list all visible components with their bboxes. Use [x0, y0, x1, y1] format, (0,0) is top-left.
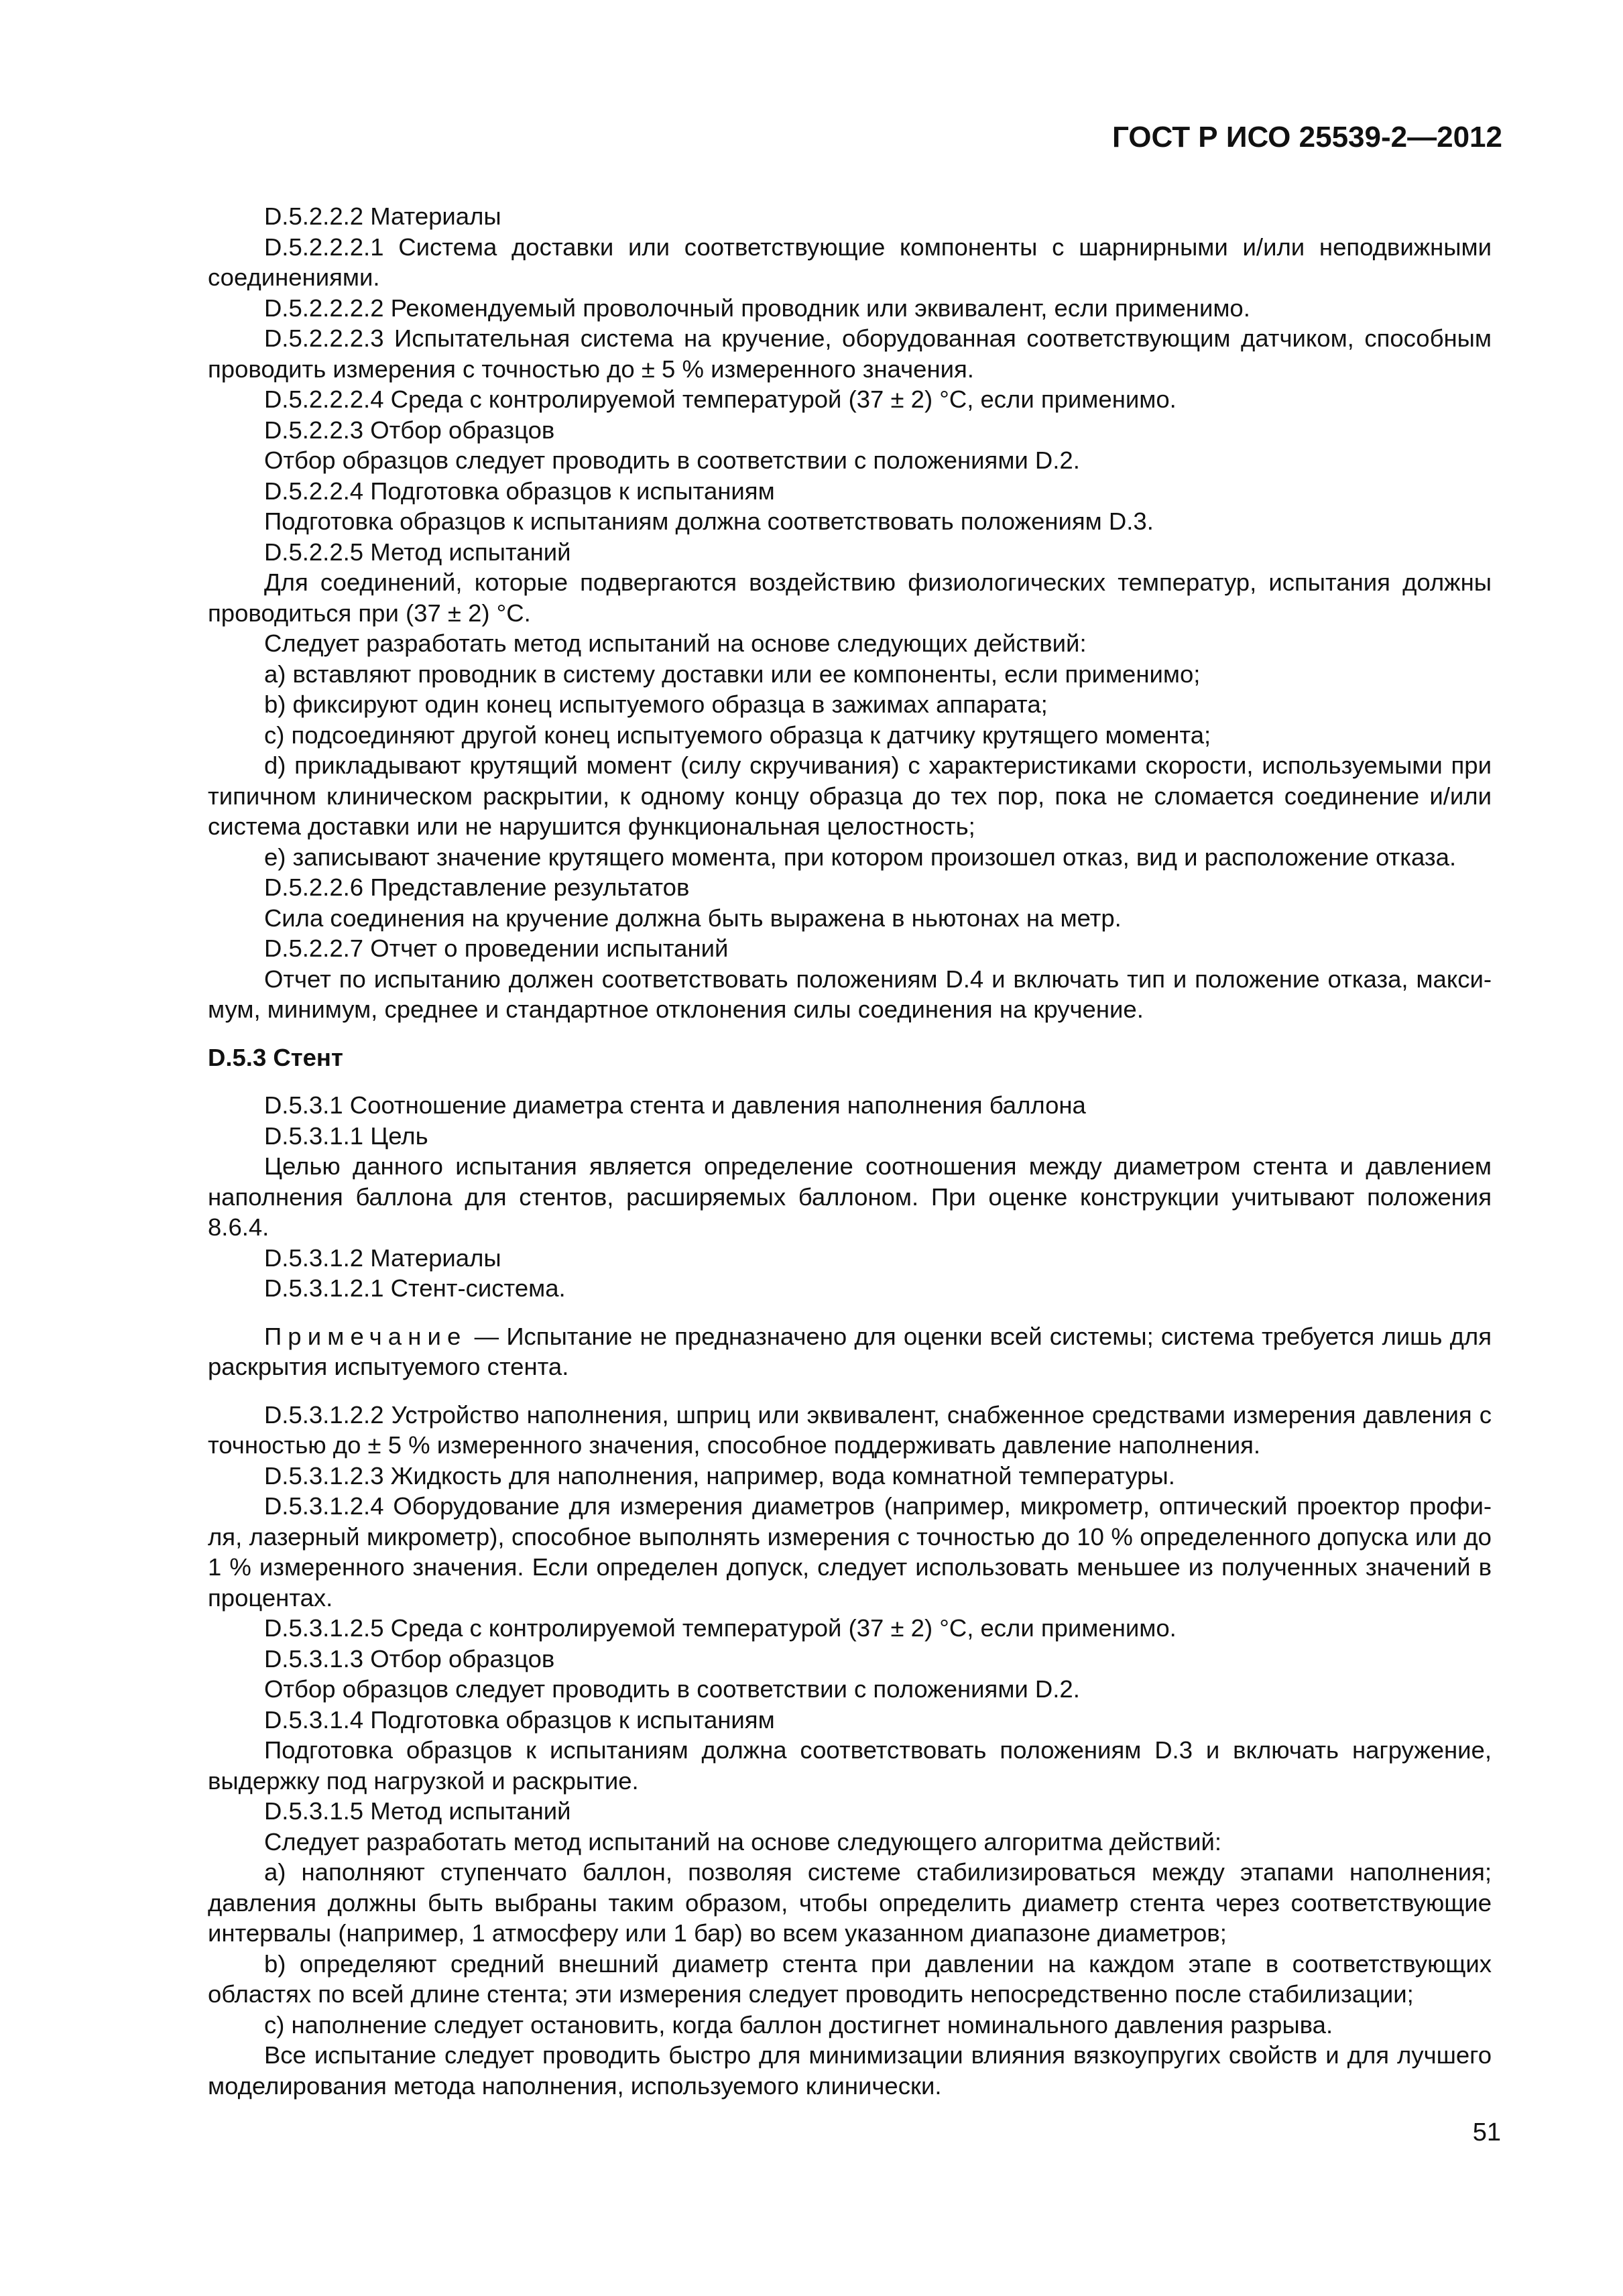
list-item: e) записывают значение крутящего момента, при котором произошел отказ, вид и расположение отказа. [263, 843, 1457, 871]
paragraph: D.5.3.1.1 Цель [263, 1122, 428, 1150]
paragraph: D.5.3.1.2.1 Стент-система. [263, 1274, 566, 1302]
paragraph: D.5.2.2.2 Материалы [263, 202, 501, 230]
list-item: b) определяют средний внешний диаметр стента при давлении на каждом этапе в соответствующих областях по всей длине стента; эти измерения следует проводить непосредственно после стабилизации; [208, 1949, 1492, 2008]
paragraph: D.5.2.2.2.2 Рекомендуемый проволочный проводник или эквивалент, если применимо. [263, 294, 1250, 322]
paragraph: D.5.3.1 Соотношение диаметра стента и давления наполнения баллона [263, 1091, 1086, 1119]
paragraph: Сила соединения на кручение должна быть выражена в ньютонах на метр. [263, 904, 1122, 932]
document-body [208, 201, 1492, 2101]
paragraph: Для соединений, которые подвергаются воздействию физиологических температур, испытания должны проводиться при (37 ± 2) °С. [208, 568, 1492, 627]
paragraph: D.5.2.2.2.4 Среда с контролируемой температурой (37 ± 2) °С, если применимо. [263, 385, 1177, 413]
paragraph: D.5.2.2.5 Метод испытаний [263, 538, 571, 566]
list-item: a) наполняют ступенчато баллон, позволяя системе стабилизироваться между этапами наполнения; давления должны быть выбраны таким образом, чтобы определить диаметр стента через соответствующие интервалы (например, 1 атмосферу или 1 бар) во всем указанном диапазоне диаметров; [208, 1858, 1492, 1947]
paragraph: D.5.3.1.2.3 Жидкость для наполнения, например, вода комнатной температуры. [263, 1461, 1175, 1490]
paragraph: D.5.2.2.3 Отбор образцов [263, 416, 555, 444]
paragraph: D.5.3.1.5 Метод испытаний [263, 1797, 571, 1825]
paragraph: Следует разработать метод испытаний на основе следующих действий: [263, 629, 1087, 657]
paragraph: Следует разработать метод испытаний на основе следующего алгоритма действий: [263, 1827, 1221, 1856]
paragraph: Отчет по испытанию должен соответствовать положениям D.4 и включать тип и положение отказа, макси-мум, минимум, среднее и стандартное отклонения силы соединения на кручение. [208, 965, 1492, 1023]
paragraph: Все испытание следует проводить быстро для минимизации влияния вязкоупругих свойств и для лучшего моделирования метода наполнения, используемого клинически. [208, 2041, 1492, 2100]
paragraph: Отбор образцов следует проводить в соответствии с положениями D.2. [263, 446, 1080, 474]
paragraph: D.5.3.1.2.4 Оборудование для измерения диаметров (например, микрометр, оптический проектор профи-ля, лазерный микрометр), способное выполнять измерения с точностью до 10 % определенного допуска или до 1 % измеренного значения. Если определен допуск, следует использовать меньшее из полученных значений в процентах. [208, 1492, 1492, 1612]
paragraph: D.5.2.2.6 Представление результатов [263, 873, 690, 901]
paragraph: Подготовка образцов к испытаниям должна соответствовать положениям D.3 и включать нагружение, выдержку под нагрузкой и раскрытие. [208, 1736, 1492, 1795]
list-item: c) подсоединяют другой конец испытуемого образца к датчику крутящего момента; [263, 721, 1211, 749]
page-number: 51 [1472, 2118, 1501, 2147]
list-item: d) прикладывают крутящий момент (силу скручивания) с характеристиками скорости, используемыми при типичном клиническом раскрытии, к одному концу образца до тех пор, пока не сломается соединение и/или система доставки или не нарушится функциональная целостность; [208, 751, 1492, 840]
list-item: c) наполнение следует остановить, когда баллон достигнет номинального давления разрыва. [263, 2010, 1333, 2039]
note-label: Примечание [263, 1322, 467, 1350]
paragraph: D.5.2.2.2.1 Система доставки или соответствующие компоненты с шарнирными и/или неподвижными соединениями. [208, 233, 1492, 291]
paragraph: D.5.3.1.2.5 Среда с контролируемой температурой (37 ± 2) °С, если применимо. [263, 1614, 1177, 1642]
paragraph: D.5.3.1.2.2 Устройство наполнения, шприц или эквивалент, снабженное средствами измерения давления с точностью до ± 5 % измеренного значения, способное поддерживать давление наполнения. [208, 1400, 1492, 1459]
document-code-header: ГОСТ Р ИСО 25539-2—2012 [1111, 121, 1502, 154]
paragraph: Отбор образцов следует проводить в соответствии с положениями D.2. [263, 1675, 1080, 1703]
paragraph: D.5.2.2.2.3 Испытательная система на кручение, оборудованная соответствующим датчиком, способным проводить измерения с точностью до ± 5 % измеренного значения. [208, 324, 1492, 383]
paragraph: D.5.2.2.4 Подготовка образцов к испытаниям [263, 477, 775, 505]
note-text: — Испытание не предназначено для оценки всей системы; система требуется лишь для раскрытия испытуемого стента. [208, 1322, 1492, 1380]
list-item: a) вставляют проводник в систему доставки или ее компоненты, если применимо; [263, 660, 1201, 688]
paragraph: Целью данного испытания является определение соотношения между диаметром стента и давлением наполнения баллона для стентов, расширяемых баллоном. При оценке конструкции учитывают положения 8.6.4. [208, 1152, 1492, 1241]
paragraph: D.5.3.1.3 Отбор образцов [263, 1644, 555, 1673]
paragraph: D.5.3.1.4 Подготовка образцов к испытаниям [263, 1705, 775, 1734]
paragraph: D.5.2.2.7 Отчет о проведении испытаний [263, 934, 729, 962]
note [208, 1321, 1492, 1382]
list-item: b) фиксируют один конец испытуемого образца в зажимах аппарата; [263, 690, 1048, 718]
section-heading: D.5.3 Стент [208, 1043, 343, 1071]
paragraph: D.5.3.1.2 Материалы [263, 1244, 501, 1272]
paragraph: Подготовка образцов к испытаниям должна соответствовать положениям D.3. [263, 507, 1154, 535]
